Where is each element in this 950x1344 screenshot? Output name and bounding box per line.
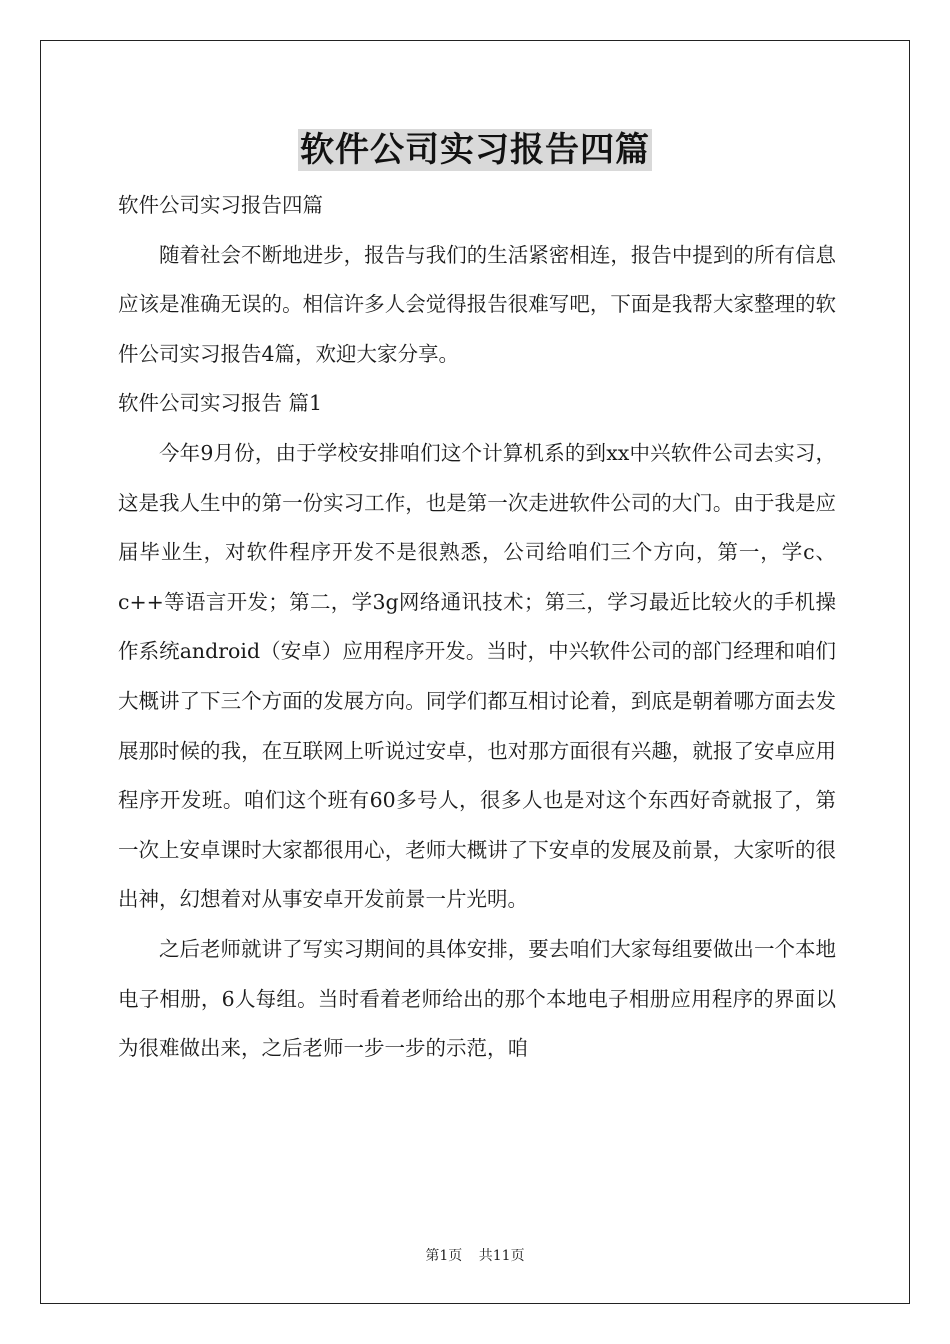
title-wrapper — [41, 129, 909, 171]
page-total: 共11页 — [478, 1248, 525, 1264]
paragraph: 随着社会不断地进步，报告与我们的生活紧密相连，报告中提到的所有信息应该是准确无误的。相信许多人会觉得报告很难写吧，下面是我帮大家整理的软件公司实习报告4篇，欢迎大家分享。 — [118, 242, 836, 366]
paragraph: 之后老师就讲了写实习期间的具体安排，要去咱们大家每组要做出一个本地电子相册，6人每组。当时看着老师给出的那个本地电子相册应用程序的界面以为很难做出来，之后老师一步一步的示范，咱 — [118, 936, 836, 1061]
document-page — [40, 40, 910, 1304]
document-body — [118, 181, 836, 1074]
paragraph: 软件公司实习报告四篇 — [118, 193, 323, 217]
page-number: 第1页 — [425, 1248, 463, 1264]
paragraph: 今年9月份，由于学校安排咱们这个计算机系的到xx中兴软件公司去实习，这是我人生中的第一份实习工作，也是第一次走进软件公司的大门。由于我是应届毕业生，对软件程序开发不是很熟悉，公司给咱们三个方向，第一，学c、c++等语言开发；第二，学3g网络通讯技术；第三，学习最近比较火的手机操作系统android（安卓）应用程序开发。当时，中兴软件公司的部门经理和咱们大概讲了下三个方面的发展方向。同学们都互相讨论着，到底是朝着哪方面去发展那时候的我，在互联网上听说过安卓，也对那方面很有兴趣，就报了安卓应用程序开发班。咱们这个班有60多号人，很多人也是对这个东西好奇就报了，第一次上安卓课时大家都很用心，老师大概讲了下安卓的发展及前景，大家听的很出神，幻想着对从事安卓开发前景一片光明。 — [118, 440, 836, 912]
document-title: 软件公司实习报告四篇 — [300, 130, 650, 170]
paragraph: 软件公司实习报告 篇1 — [118, 391, 323, 416]
page-footer — [41, 1245, 909, 1265]
